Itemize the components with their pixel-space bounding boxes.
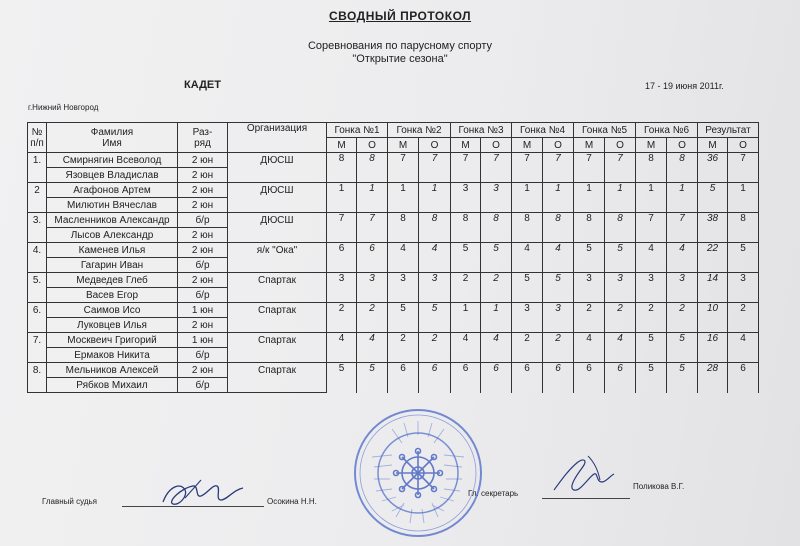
sailor-name: Масленников Александр — [47, 213, 178, 228]
sailor-rank: 2 юн — [178, 228, 228, 243]
sailor-name: Медведев Глеб — [47, 273, 178, 288]
score-cell: 7 — [327, 213, 357, 243]
team-organization-blank — [228, 168, 327, 183]
header-place: М — [574, 138, 605, 153]
score-cell: 2 — [728, 303, 759, 333]
score-cell: 22 — [698, 243, 728, 273]
header-points: О — [543, 138, 574, 153]
header-race-3: Гонка №3 — [451, 123, 512, 138]
score-cell: 36 — [698, 153, 728, 183]
team-number: 4. — [28, 243, 47, 258]
header-name: Фамилия Имя — [47, 123, 178, 153]
header-points: О — [357, 138, 388, 153]
score-cell: 2 — [357, 303, 388, 333]
team-row — [28, 363, 759, 378]
results-table — [27, 122, 759, 393]
score-cell: 1 — [636, 183, 667, 213]
score-cell: 1 — [388, 183, 419, 213]
team-number: 7. — [28, 333, 47, 348]
score-cell: 5 — [667, 333, 698, 363]
team-organization-blank — [228, 318, 327, 333]
team-organization-blank — [228, 198, 327, 213]
score-cell: 10 — [698, 303, 728, 333]
score-cell: 1 — [357, 183, 388, 213]
header-organization: Организация — [228, 123, 327, 153]
score-cell: 3 — [327, 273, 357, 303]
score-cell: 1 — [543, 183, 574, 213]
score-cell: 6 — [357, 243, 388, 273]
team-organization-blank — [228, 378, 327, 393]
header-race-1: Гонка №1 — [327, 123, 388, 138]
score-cell: 4 — [481, 333, 512, 363]
sailor-rank: 1 юн — [178, 303, 228, 318]
team-organization: ДЮСШ — [228, 183, 327, 198]
team-number-blank — [28, 228, 47, 243]
event-name: "Открытие сезона" — [352, 53, 448, 65]
team-organization: Спартак — [228, 273, 327, 288]
score-cell: 7 — [481, 153, 512, 183]
sailor-name: Язовцев Владислав — [47, 168, 178, 183]
score-cell: 3 — [574, 273, 605, 303]
team-row — [28, 213, 759, 228]
score-cell: 8 — [667, 153, 698, 183]
team-organization: Спартак — [228, 333, 327, 348]
score-cell: 8 — [451, 213, 481, 243]
score-cell: 4 — [451, 333, 481, 363]
score-cell: 7 — [388, 153, 419, 183]
header-race-5: Гонка №5 — [574, 123, 636, 138]
score-cell: 5 — [636, 333, 667, 363]
score-cell: 5 — [481, 243, 512, 273]
score-cell: 5 — [667, 363, 698, 393]
judge-signature — [155, 476, 250, 512]
header-rank: Раз- ряд — [178, 123, 228, 153]
header-race-6: Гонка №6 — [636, 123, 698, 138]
score-cell: 7 — [543, 153, 574, 183]
score-cell: 8 — [357, 153, 388, 183]
score-cell: 8 — [636, 153, 667, 183]
sailor-name: Смирнягин Всеволод — [47, 153, 178, 168]
header-place: М — [512, 138, 543, 153]
score-cell: 14 — [698, 273, 728, 303]
team-number-blank — [28, 348, 47, 363]
score-cell: 5 — [636, 363, 667, 393]
score-cell: 4 — [574, 333, 605, 363]
score-cell: 7 — [605, 153, 636, 183]
sailor-rank: б/р — [178, 348, 228, 363]
score-cell: 16 — [698, 333, 728, 363]
team-row — [28, 303, 759, 318]
score-cell: 4 — [512, 243, 543, 273]
team-row — [28, 183, 759, 198]
score-cell: 38 — [698, 213, 728, 243]
header-number: № п/п — [28, 123, 47, 153]
sailor-name: Васев Егор — [47, 288, 178, 303]
team-number-blank — [28, 318, 47, 333]
score-cell: 1 — [481, 303, 512, 333]
score-cell: 4 — [388, 243, 419, 273]
score-cell: 28 — [698, 363, 728, 393]
team-number-blank — [28, 168, 47, 183]
score-cell: 8 — [574, 213, 605, 243]
header-place: М — [636, 138, 667, 153]
team-organization: ДЮСШ — [228, 213, 327, 228]
score-cell: 2 — [543, 333, 574, 363]
score-cell: 3 — [451, 183, 481, 213]
score-cell: 6 — [605, 363, 636, 393]
header-result: Результат — [698, 123, 759, 138]
secretary-label: Гл. секретарь — [468, 489, 519, 498]
score-cell: 3 — [728, 273, 759, 303]
score-cell: 1 — [451, 303, 481, 333]
team-number: 3. — [28, 213, 47, 228]
score-cell: 8 — [543, 213, 574, 243]
score-cell: 5 — [419, 303, 451, 333]
score-cell: 8 — [728, 213, 759, 243]
score-cell: 3 — [419, 273, 451, 303]
score-cell: 7 — [451, 153, 481, 183]
score-cell: 5 — [605, 243, 636, 273]
header-points: О — [728, 138, 759, 153]
score-cell: 5 — [574, 243, 605, 273]
team-number: 1. — [28, 153, 47, 168]
sailor-name: Саимов Исо — [47, 303, 178, 318]
header-points: О — [605, 138, 636, 153]
sailor-name: Луковцев Илья — [47, 318, 178, 333]
score-cell: 7 — [357, 213, 388, 243]
score-cell: 1 — [728, 183, 759, 213]
score-cell: 5 — [728, 243, 759, 273]
score-cell: 8 — [327, 153, 357, 183]
competition-name: Соревнования по парусному спорту — [307, 40, 493, 52]
score-cell: 4 — [357, 333, 388, 363]
score-cell: 2 — [388, 333, 419, 363]
sailor-rank: б/р — [178, 288, 228, 303]
score-cell: 1 — [419, 183, 451, 213]
score-cell: 6 — [543, 363, 574, 393]
score-cell: 6 — [574, 363, 605, 393]
score-cell: 6 — [419, 363, 451, 393]
score-cell: 1 — [574, 183, 605, 213]
score-cell: 4 — [327, 333, 357, 363]
sailor-name: Москвеич Григорий — [47, 333, 178, 348]
sailor-rank: 2 юн — [178, 198, 228, 213]
score-cell: 8 — [512, 213, 543, 243]
boat-class: КАДЕТ — [184, 79, 221, 91]
header-place: М — [698, 138, 728, 153]
team-organization-blank — [228, 288, 327, 303]
sailor-rank: 1 юн — [178, 333, 228, 348]
score-cell: 4 — [667, 243, 698, 273]
team-number-blank — [28, 378, 47, 393]
score-cell: 7 — [636, 213, 667, 243]
score-cell: 4 — [543, 243, 574, 273]
sailor-name: Гагарин Иван — [47, 258, 178, 273]
team-organization: Спартак — [228, 363, 327, 378]
team-organization: ДЮСШ — [228, 153, 327, 168]
score-cell: 2 — [327, 303, 357, 333]
score-cell: 4 — [636, 243, 667, 273]
team-number-blank — [28, 288, 47, 303]
score-cell: 3 — [481, 183, 512, 213]
score-cell: 1 — [512, 183, 543, 213]
team-number-blank — [28, 258, 47, 273]
score-cell: 7 — [419, 153, 451, 183]
header-points: О — [481, 138, 512, 153]
team-organization-blank — [228, 348, 327, 363]
score-cell: 2 — [574, 303, 605, 333]
sailor-name: Милютин Вячеслав — [47, 198, 178, 213]
score-cell: 7 — [574, 153, 605, 183]
sailor-name: Мельников Алексей — [47, 363, 178, 378]
score-cell: 6 — [728, 363, 759, 393]
sailor-rank: 2 юн — [178, 153, 228, 168]
score-cell: 5 — [357, 363, 388, 393]
score-cell: 3 — [605, 273, 636, 303]
header-place: М — [388, 138, 419, 153]
sailor-name: Агафонов Артем — [47, 183, 178, 198]
team-row — [28, 273, 759, 288]
score-cell: 5 — [388, 303, 419, 333]
score-cell: 1 — [327, 183, 357, 213]
score-cell: 6 — [327, 243, 357, 273]
score-cell: 1 — [605, 183, 636, 213]
secretary-name: Поликова В.Г. — [633, 482, 685, 491]
team-number-blank — [28, 198, 47, 213]
header-race-2: Гонка №2 — [388, 123, 451, 138]
score-cell: 7 — [728, 153, 759, 183]
score-cell: 3 — [512, 303, 543, 333]
judge-label: Главный судья — [42, 497, 98, 506]
sailor-rank: 2 юн — [178, 243, 228, 258]
event-date: 17 - 19 июня 2011г. — [645, 81, 724, 91]
score-cell: 2 — [451, 273, 481, 303]
score-cell: 7 — [667, 213, 698, 243]
team-row — [28, 333, 759, 348]
score-cell: 3 — [388, 273, 419, 303]
team-organization: я/к "Ока" — [228, 243, 327, 258]
sailor-name: Ермаков Никита — [47, 348, 178, 363]
score-cell: 2 — [419, 333, 451, 363]
score-cell: 2 — [481, 273, 512, 303]
score-cell: 8 — [481, 213, 512, 243]
score-cell: 6 — [451, 363, 481, 393]
team-row — [28, 243, 759, 258]
score-cell: 6 — [388, 363, 419, 393]
team-organization-blank — [228, 228, 327, 243]
team-organization-blank — [228, 258, 327, 273]
sailor-rank: б/р — [178, 378, 228, 393]
score-cell: 6 — [512, 363, 543, 393]
sailor-rank: 2 юн — [178, 273, 228, 288]
sailor-rank: б/р — [178, 258, 228, 273]
score-cell: 2 — [636, 303, 667, 333]
secretary-signature — [548, 452, 618, 498]
team-number: 6. — [28, 303, 47, 318]
score-cell: 4 — [728, 333, 759, 363]
score-cell: 8 — [605, 213, 636, 243]
score-cell: 6 — [481, 363, 512, 393]
sailor-name: Лысов Александр — [47, 228, 178, 243]
score-cell: 5 — [543, 273, 574, 303]
score-cell: 3 — [667, 273, 698, 303]
score-cell: 2 — [667, 303, 698, 333]
team-row — [28, 153, 759, 168]
header-points: О — [419, 138, 451, 153]
sailor-rank: 2 юн — [178, 183, 228, 198]
event-city: г.Нижний Новгород — [28, 103, 99, 112]
team-organization: Спартак — [228, 303, 327, 318]
score-cell: 3 — [636, 273, 667, 303]
team-number: 5. — [28, 273, 47, 288]
sailor-rank: 2 юн — [178, 168, 228, 183]
sailor-name: Каменев Илья — [47, 243, 178, 258]
header-race-4: Гонка №4 — [512, 123, 574, 138]
sailor-rank: 2 юн — [178, 318, 228, 333]
score-cell: 5 — [698, 183, 728, 213]
score-cell: 1 — [667, 183, 698, 213]
score-cell: 8 — [419, 213, 451, 243]
score-cell: 4 — [605, 333, 636, 363]
score-cell: 5 — [327, 363, 357, 393]
sailor-rank: 2 юн — [178, 363, 228, 378]
score-cell: 5 — [451, 243, 481, 273]
document-title: СВОДНЫЙ ПРОТОКОЛ — [328, 9, 472, 23]
score-cell: 5 — [512, 273, 543, 303]
score-cell: 4 — [419, 243, 451, 273]
official-stamp — [352, 407, 484, 539]
score-cell: 2 — [605, 303, 636, 333]
sailor-name: Рябков Михаил — [47, 378, 178, 393]
results-body — [28, 153, 759, 393]
score-cell: 3 — [357, 273, 388, 303]
header-place: М — [327, 138, 357, 153]
header-place: М — [451, 138, 481, 153]
score-cell: 2 — [512, 333, 543, 363]
score-cell: 3 — [543, 303, 574, 333]
header-points: О — [667, 138, 698, 153]
team-number: 2 — [28, 183, 47, 198]
judge-name: Осокина Н.Н. — [267, 497, 317, 506]
score-cell: 7 — [512, 153, 543, 183]
team-number: 8. — [28, 363, 47, 378]
sailor-rank: б/р — [178, 213, 228, 228]
score-cell: 8 — [388, 213, 419, 243]
